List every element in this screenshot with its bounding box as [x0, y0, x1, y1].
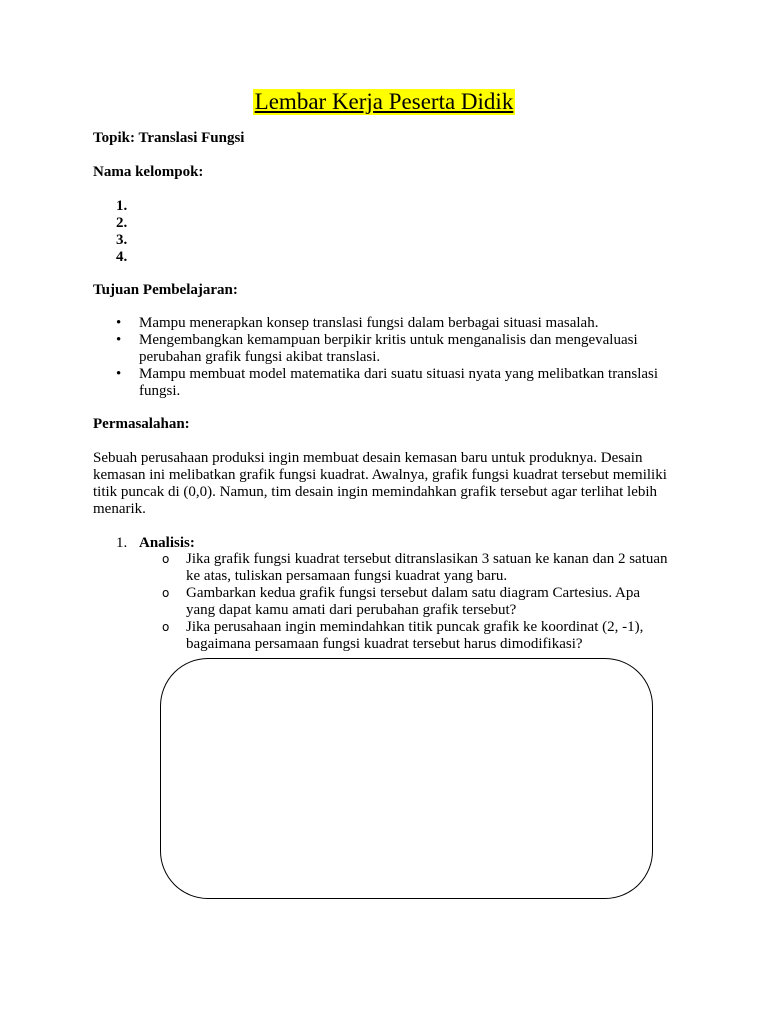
objective-item: [116, 366, 686, 400]
objective-text: Mampu membuat model matematika dari suatu situasi nyata yang melibatkan translasi fungsi.: [139, 366, 659, 399]
analysis-question: [162, 551, 672, 585]
sub-bullet-icon: o: [162, 552, 170, 566]
answer-box[interactable]: [160, 658, 653, 899]
group-member-list: [116, 198, 127, 266]
topic-line: Topik: Translasi Fungsi: [93, 130, 245, 146]
bullet-icon: •: [116, 332, 122, 348]
sub-bullet-icon: o: [162, 586, 170, 600]
analysis-question-text: Jika grafik fungsi kuadrat tersebut ditranslasikan 3 satuan ke kanan dan 2 satuan ke atas, tuliskan persamaan fungsi kuadrat yang baru.: [186, 551, 668, 584]
page-title: Lembar Kerja Peserta Didik: [254, 89, 514, 114]
objectives-heading: Tujuan Pembelajaran:: [93, 282, 238, 298]
analysis-question-text: Gambarkan kedua grafik fungsi tersebut dalam satu diagram Cartesius. Apa yang dapat kamu amati dari perubahan grafik tersebut?: [186, 585, 641, 618]
objective-item: [116, 332, 686, 366]
analysis-heading: Analisis:: [139, 535, 195, 551]
problem-heading: Permasalahan:: [93, 416, 190, 432]
title-wrap: [0, 89, 768, 115]
objective-text: Mengembangkan kemampuan berpikir kritis untuk menganalisis dan mengevaluasi perubahan grafik fungsi akibat translasi.: [139, 332, 638, 365]
group-member-number: 3.: [116, 232, 128, 248]
analysis-question-text: Jika perusahaan ingin memindahkan titik puncak grafik ke koordinat (2, -1), bagaimana persamaan fungsi kuadrat tersebut harus dimodifikasi?: [186, 619, 644, 652]
bullet-icon: •: [116, 366, 122, 382]
sub-bullet-icon: o: [162, 620, 170, 634]
objective-item: [116, 315, 686, 332]
analysis-question: [162, 619, 672, 653]
group-member-number: 1.: [116, 198, 128, 214]
analysis-questions: [162, 551, 672, 653]
analysis-number: 1.: [116, 535, 128, 551]
objective-text: Mampu menerapkan konsep translasi fungsi dalam berbagai situasi masalah.: [139, 315, 599, 331]
group-member-number: 4.: [116, 249, 128, 265]
group-member-number: 2.: [116, 215, 128, 231]
problem-text: Sebuah perusahaan produksi ingin membuat desain kemasan baru untuk produknya. Desain kemasan ini melibatkan grafik fungsi kuadrat. Awalnya, grafik fungsi kuadrat tersebut memiliki titik puncak di (0,0). Namun, tim desain ingin memindahkan grafik tersebut agar terlihat lebih menarik.: [93, 450, 667, 517]
analysis-question: [162, 585, 672, 619]
objectives-list: [116, 315, 686, 400]
bullet-icon: •: [116, 315, 122, 331]
group-label: Nama kelompok:: [93, 164, 204, 180]
